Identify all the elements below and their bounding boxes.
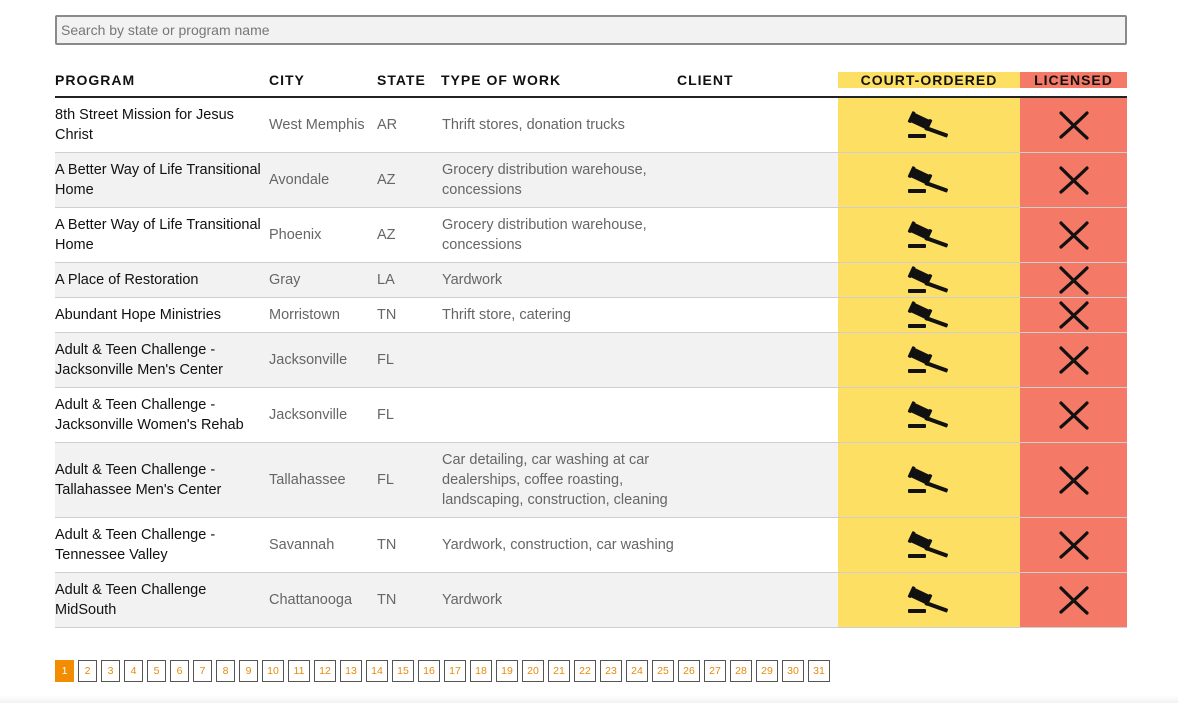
page-button-20[interactable]: 20	[522, 660, 544, 682]
x-icon	[1057, 265, 1091, 295]
cell-licensed	[1020, 573, 1127, 627]
cell-licensed	[1020, 443, 1127, 517]
cell-state: AR	[377, 117, 398, 133]
cell-court-ordered	[838, 208, 1020, 262]
cell-program: Abundant Hope Ministries	[55, 307, 222, 323]
cell-state: TN	[377, 537, 397, 553]
table-body	[55, 98, 1127, 628]
page-button-11[interactable]: 11	[288, 660, 310, 682]
page-button-4[interactable]: 4	[124, 660, 143, 682]
x-icon	[1057, 585, 1091, 615]
page-button-15[interactable]: 15	[392, 660, 414, 682]
cell-program: Adult & Teen Challenge - Tennessee Valley	[55, 527, 216, 563]
page-button-14[interactable]: 14	[366, 660, 388, 682]
cell-licensed	[1020, 298, 1127, 332]
x-icon	[1057, 110, 1091, 140]
table-row	[55, 333, 1127, 388]
x-icon	[1057, 220, 1091, 250]
header-program[interactable]: PROGRAM	[55, 72, 136, 88]
cell-court-ordered	[838, 298, 1020, 332]
x-icon	[1057, 165, 1091, 195]
gavel-icon	[906, 400, 952, 430]
cell-client	[675, 573, 825, 627]
header-type-of-work[interactable]: TYPE OF WORK	[441, 72, 562, 88]
cell-program: 8th Street Mission for Jesus Christ	[55, 107, 234, 143]
cell-state: AZ	[377, 172, 396, 188]
cell-client	[675, 298, 825, 332]
cell-city: Jacksonville	[269, 352, 348, 368]
gavel-icon	[906, 465, 952, 495]
page-button-26[interactable]: 26	[678, 660, 700, 682]
cell-licensed	[1020, 388, 1127, 442]
x-icon	[1057, 400, 1091, 430]
x-icon	[1057, 345, 1091, 375]
cell-licensed	[1020, 98, 1127, 152]
cell-program: Adult & Teen Challenge - Tallahassee Men's Center	[55, 462, 222, 498]
gavel-icon	[906, 300, 952, 330]
gavel-icon	[906, 530, 952, 560]
gavel-icon	[906, 110, 952, 140]
gavel-icon	[906, 165, 952, 195]
cell-state: TN	[377, 592, 397, 608]
gavel-icon	[906, 220, 952, 250]
page-button-18[interactable]: 18	[470, 660, 492, 682]
table-row	[55, 518, 1127, 573]
cell-client	[675, 443, 825, 517]
cell-city: Jacksonville	[269, 407, 348, 423]
cell-state: FL	[377, 472, 394, 488]
page-button-10[interactable]: 10	[262, 660, 284, 682]
header-city[interactable]: CITY	[269, 72, 305, 88]
cell-city: Chattanooga	[269, 592, 353, 608]
page-button-2[interactable]: 2	[78, 660, 97, 682]
gavel-icon	[906, 585, 952, 615]
cell-program: Adult & Teen Challenge - Jacksonville Men's Center	[55, 342, 223, 378]
cell-program: Adult & Teen Challenge - Jacksonville Women's Rehab	[55, 397, 244, 433]
search-input[interactable]	[55, 15, 1127, 45]
cell-court-ordered	[838, 388, 1020, 442]
cell-court-ordered	[838, 153, 1020, 207]
cell-licensed	[1020, 208, 1127, 262]
cell-licensed	[1020, 263, 1127, 297]
page-button-23[interactable]: 23	[600, 660, 622, 682]
cell-city: Savannah	[269, 537, 335, 553]
gavel-icon	[906, 265, 952, 295]
cell-program: A Better Way of Life Transitional Home	[55, 217, 261, 253]
gavel-icon	[906, 345, 952, 375]
page-button-16[interactable]: 16	[418, 660, 440, 682]
x-icon	[1057, 300, 1091, 330]
cell-city: Morristown	[269, 307, 340, 323]
cell-type-of-work: Grocery distribution warehouse, concessions	[442, 217, 647, 253]
table-row	[55, 298, 1127, 333]
page-button-29[interactable]: 29	[756, 660, 778, 682]
cell-type-of-work: Thrift store, catering	[442, 307, 571, 323]
page-button-13[interactable]: 13	[340, 660, 362, 682]
cell-client	[675, 388, 825, 442]
cell-type-of-work: Thrift stores, donation trucks	[442, 117, 625, 133]
cell-city: Phoenix	[269, 227, 322, 243]
cell-city: Avondale	[269, 172, 330, 188]
page-button-28[interactable]: 28	[730, 660, 752, 682]
page-button-17[interactable]: 17	[444, 660, 466, 682]
cell-city: Tallahassee	[269, 472, 346, 488]
page-button-31[interactable]: 31	[808, 660, 830, 682]
cell-state: LA	[377, 272, 395, 288]
cell-type-of-work: Car detailing, car washing at car dealerships, coffee roasting, landscaping, construction, cleaning	[442, 452, 668, 508]
cell-client	[675, 263, 825, 297]
cell-city: West Memphis	[269, 117, 365, 133]
cell-type-of-work: Yardwork, construction, car washing	[442, 537, 674, 553]
cell-type-of-work: Grocery distribution warehouse, concessions	[442, 162, 647, 198]
table-row	[55, 263, 1127, 298]
page-button-27[interactable]: 27	[704, 660, 726, 682]
page-button-8[interactable]: 8	[216, 660, 235, 682]
table-row	[55, 443, 1127, 518]
page-button-3[interactable]: 3	[101, 660, 120, 682]
cell-licensed	[1020, 333, 1127, 387]
cell-program: Adult & Teen Challenge MidSouth	[55, 582, 207, 618]
page-button-7[interactable]: 7	[193, 660, 212, 682]
cell-court-ordered	[838, 573, 1020, 627]
page-button-9[interactable]: 9	[239, 660, 258, 682]
header-client[interactable]: CLIENT	[677, 72, 734, 88]
cell-court-ordered	[838, 98, 1020, 152]
cell-client	[675, 333, 825, 387]
page-button-12[interactable]: 12	[314, 660, 336, 682]
cell-program: A Better Way of Life Transitional Home	[55, 162, 261, 198]
cell-type-of-work	[442, 388, 682, 442]
cell-program: A Place of Restoration	[55, 272, 199, 288]
cell-type-of-work: Yardwork	[442, 592, 503, 608]
cell-court-ordered	[838, 518, 1020, 572]
cell-licensed	[1020, 518, 1127, 572]
cell-city: Gray	[269, 272, 301, 288]
cell-type-of-work: Yardwork	[442, 272, 503, 288]
table-row	[55, 388, 1127, 443]
table-row	[55, 153, 1127, 208]
page-button-21[interactable]: 21	[548, 660, 570, 682]
cell-client	[675, 518, 825, 572]
x-icon	[1057, 530, 1091, 560]
table-header	[55, 62, 1127, 98]
table-row	[55, 208, 1127, 263]
x-icon	[1057, 465, 1091, 495]
page-bottom-shadow	[0, 695, 1178, 703]
page-button-25[interactable]: 25	[652, 660, 674, 682]
page-button-1[interactable]: 1	[55, 660, 74, 682]
cell-state: AZ	[377, 227, 396, 243]
cell-licensed	[1020, 153, 1127, 207]
cell-court-ordered	[838, 333, 1020, 387]
page-button-24[interactable]: 24	[626, 660, 648, 682]
page-button-5[interactable]: 5	[147, 660, 166, 682]
header-state[interactable]: STATE	[377, 72, 426, 88]
page-button-6[interactable]: 6	[170, 660, 189, 682]
page-button-19[interactable]: 19	[496, 660, 518, 682]
table-row	[55, 98, 1127, 153]
cell-state: FL	[377, 352, 394, 368]
cell-court-ordered	[838, 443, 1020, 517]
cell-client	[675, 98, 825, 152]
cell-state: TN	[377, 307, 397, 323]
cell-type-of-work	[442, 333, 682, 387]
header-court-ordered[interactable]: COURT-ORDERED	[838, 72, 1020, 88]
cell-state: FL	[377, 407, 394, 423]
page-button-30[interactable]: 30	[782, 660, 804, 682]
cell-court-ordered	[838, 263, 1020, 297]
header-licensed[interactable]: LICENSED	[1020, 72, 1127, 88]
page-button-22[interactable]: 22	[574, 660, 596, 682]
cell-client	[675, 153, 825, 207]
table-row	[55, 573, 1127, 628]
pagination	[55, 660, 834, 684]
cell-client	[675, 208, 825, 262]
